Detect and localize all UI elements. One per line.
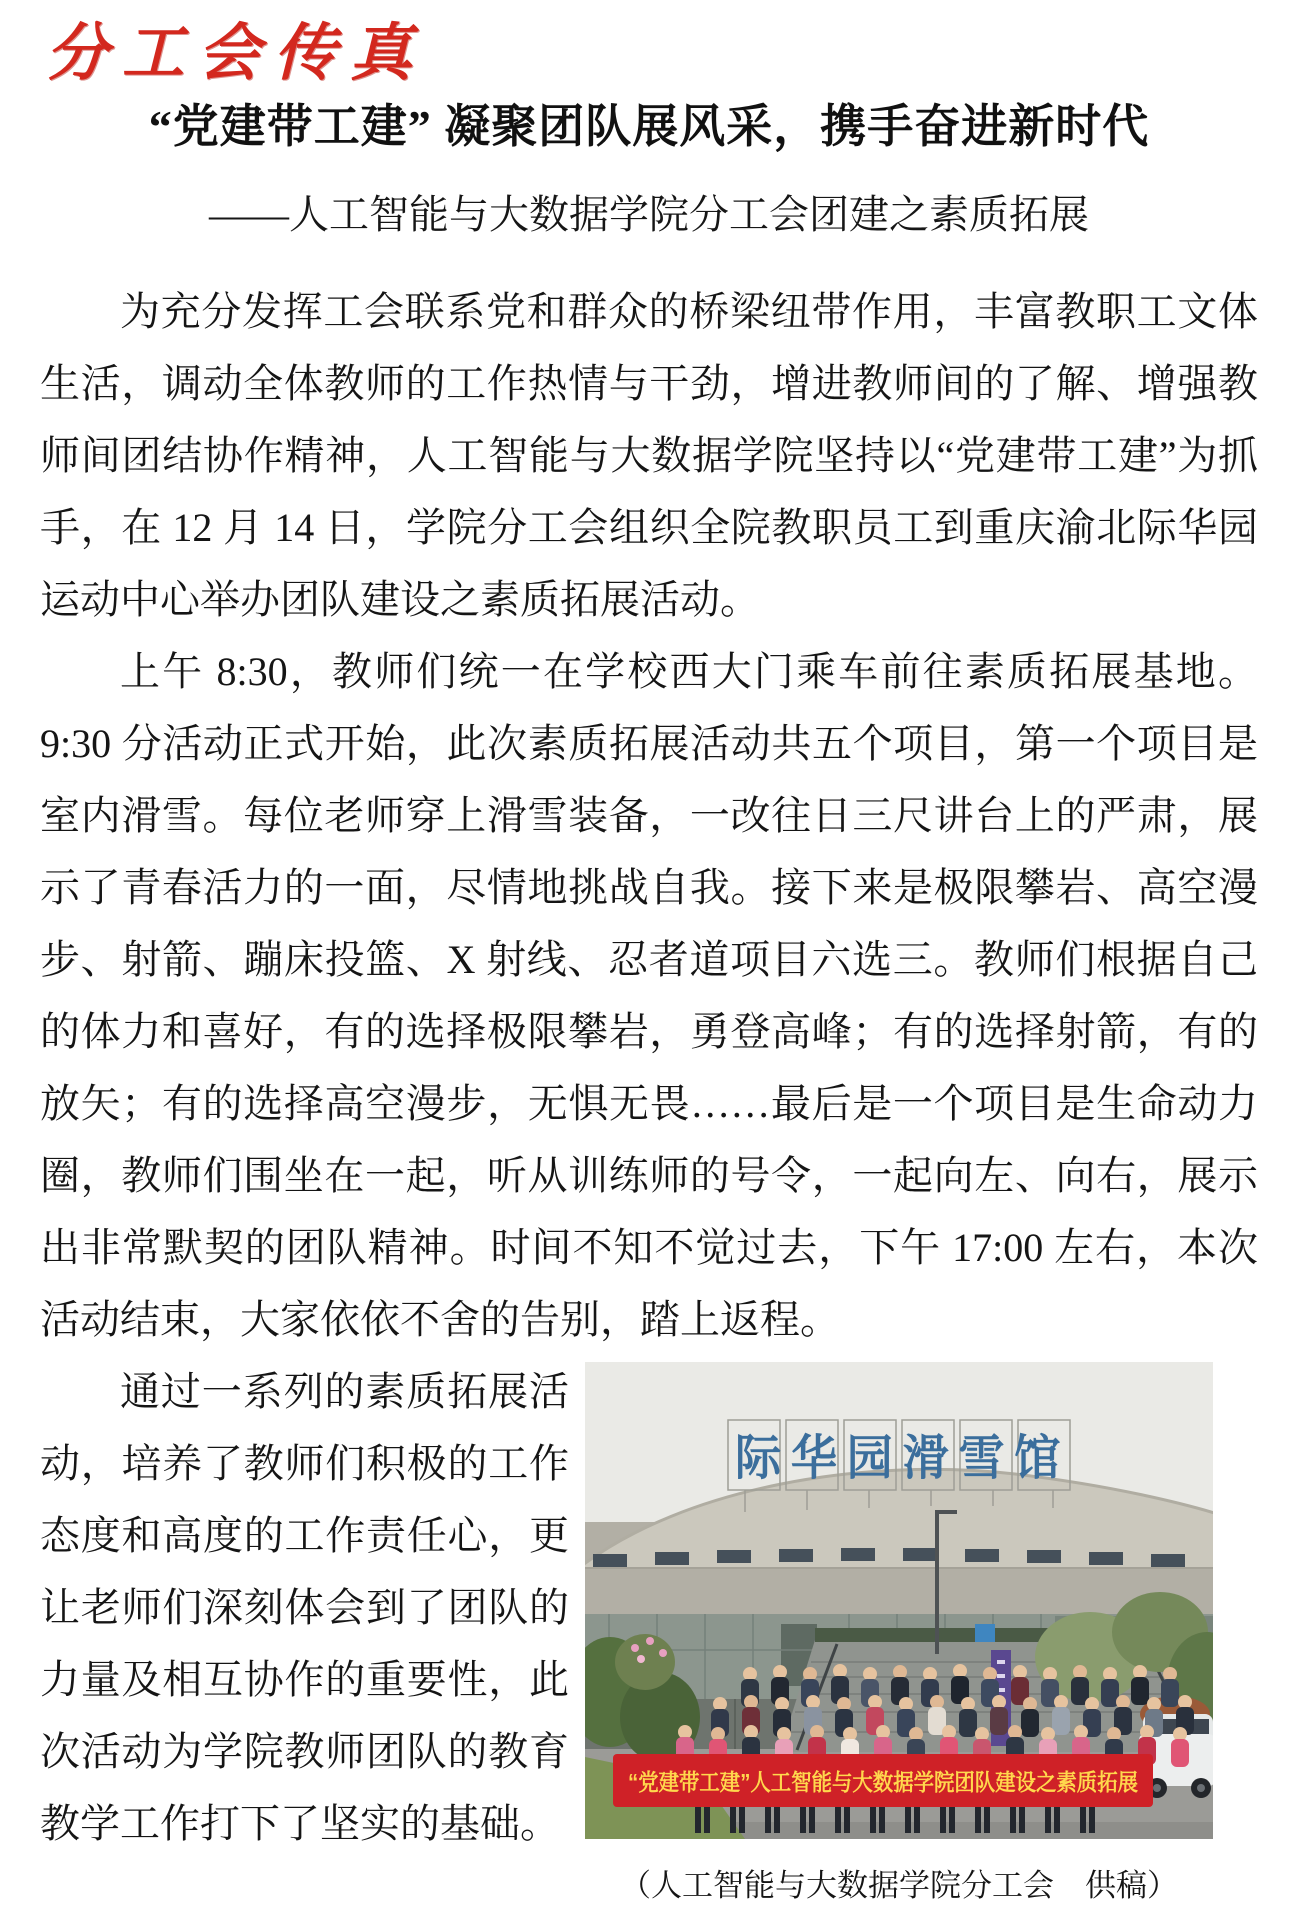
page-subtitle: ——人工智能与大数据学院分工会团建之素质拓展 — [209, 191, 1089, 237]
banner-slogan-text: “党建带工建”人工智能与大数据学院团队建设之素质拓展 — [628, 1769, 1138, 1795]
red-banner — [613, 1754, 1153, 1807]
building-sign-text: 际华园滑雪馆 — [735, 1432, 1070, 1485]
article-body — [40, 276, 1258, 1908]
page-title: “党建带工建” 凝聚团队展风采，携手奋进新时代 — [148, 101, 1150, 152]
paragraph-1: 为充分发挥工会联系党和群众的桥梁纽带作用，丰富教职工文体生活，调动全体教师的工作热情与干劲，增进教师间的了解、增强教师间团结协作精神，人工智能与大数据学院坚持以“党建带工建”为抓手，在 12 月 14 日，学院分工会组织全院教职员工到重庆渝北际华园运动中心举办团队建设之素质拓展活动。 — [40, 289, 1258, 622]
group-photo — [585, 1362, 1213, 1839]
masthead-calligraphy: 分工会传真 — [46, 16, 427, 89]
paragraph-2: 上午 8:30，教师们统一在学校西大门乘车前往素质拓展基地。9:30 分活动正式开始，此次素质拓展活动共五个项目，第一个项目是室内滑雪。每位老师穿上滑雪装备，一改往日三尺讲台上的严肃，展示了青春活力的一面，尽情地挑战自我。接下来是极限攀岩、高空漫步、射箭、蹦床投篮、X 射线、忍者道项目六选三。教师们根据自己的体力和喜好，有的选择极限攀岩，勇登高峰；有的选择射箭，有的放矢；有的选择高空漫步，无惧无畏……最后是一个项目是生命动力圈，教师们围坐在一起，听从训练师的号令，一起向左、向右，展示出非常默契的团队精神。时间不知不觉过去，下午 17:00 左右，本次活动结束，大家依依不舍的告别，踏上返程。 — [40, 649, 1258, 1342]
paragraph-3: 通过一系列的素质拓展活动，培养了教师们积极的工作态度和高度的工作责任心，更让老师们深刻体会到了团队的力量及相互协作的重要性，此次活动为学院教师团队的教育教学工作打下了坚实的基础。 — [40, 1369, 569, 1846]
group-photo-illustration — [585, 1362, 1213, 1839]
photo-caption: （人工智能与大数据学院分工会 供稿） — [620, 1868, 1178, 1903]
